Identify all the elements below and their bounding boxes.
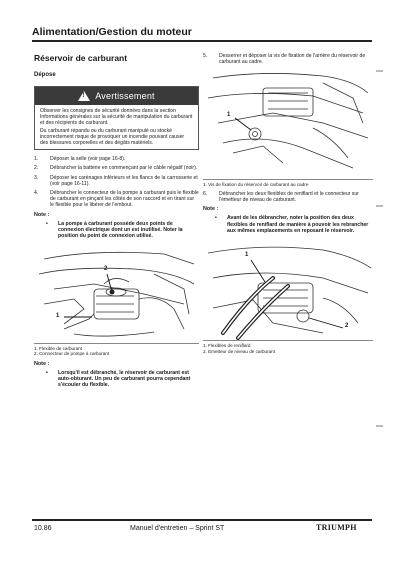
bullet-dot: • bbox=[46, 220, 48, 227]
warning-box bbox=[34, 86, 199, 150]
step-item bbox=[203, 191, 373, 203]
step-number: 3. bbox=[34, 174, 39, 181]
page-edge-mark bbox=[376, 425, 383, 427]
figure-caption bbox=[203, 182, 373, 188]
figure-caption bbox=[203, 343, 373, 354]
figure-caption bbox=[34, 346, 199, 357]
caption-line: 1. Flexible de carburant bbox=[34, 345, 83, 351]
step-item bbox=[34, 190, 199, 209]
figure-fuel-pump bbox=[34, 244, 199, 344]
note-label: Note : bbox=[203, 206, 219, 213]
warning-triangle-icon bbox=[78, 91, 90, 101]
callout-number: 2 bbox=[104, 265, 108, 272]
chapter-title: Alimentation/Gestion du moteur bbox=[32, 26, 192, 38]
note-label: Note : bbox=[34, 211, 50, 218]
step-text: Déposer la selle (voir page 16-8). bbox=[50, 156, 126, 163]
step-text: Desserrer et déposer la vis de fixation de l'arrière du réservoir de carburant au cadre. bbox=[219, 53, 366, 66]
step-text: Débrancher les deux flexibles de reniflard et le connecteur sur l'émetteur de niveau de carburant. bbox=[219, 191, 359, 204]
warning-header bbox=[35, 87, 198, 105]
step-text: Débrancher le connecteur de la pompe à carburant puis le flexible de carburant en pinçant les côtés de son raccord et en tirant sur le flexible pour le libérer de l'embout. bbox=[50, 190, 199, 209]
right-column bbox=[203, 53, 373, 354]
caption-line: 2. Emetteur de niveau de carburant bbox=[203, 348, 276, 354]
callout-number: 1 bbox=[245, 252, 249, 259]
page-edge-mark bbox=[376, 205, 383, 207]
step-number: 2. bbox=[34, 165, 39, 172]
step-number: 1. bbox=[34, 156, 39, 163]
step-item bbox=[34, 175, 199, 187]
caption-line: 1. Flexibles de reniflard bbox=[203, 343, 251, 349]
step-item bbox=[34, 165, 199, 171]
footer-divider bbox=[32, 519, 372, 521]
note-bullet bbox=[34, 221, 199, 240]
manual-title: Manuel d'entretien – Sprint ST bbox=[130, 525, 225, 532]
step-text: Déposer les carénages inférieurs et les flancs de la carrosserie et (voir page 16-11). bbox=[50, 174, 198, 187]
subheading-removal: Dépose bbox=[34, 72, 56, 78]
note-text: Lorsqu'il est débranché, le réservoir de carburant est auto-obturant. Un peu de carburant pourra cependant s'écouler du flexible. bbox=[58, 369, 191, 389]
frame-bolt-illustration bbox=[203, 68, 373, 180]
bullet-dot: • bbox=[46, 369, 48, 376]
warning-paragraph: Du carburant répandu ou du carburant manipulé ou stocké incorrectement risque de provoquer un incendie pouvant causer des blessures corporelles et des dégâts matériels. bbox=[40, 127, 185, 147]
bullet-dot: • bbox=[215, 215, 217, 222]
steps-list bbox=[34, 156, 199, 208]
step-number: 6. bbox=[203, 191, 208, 197]
header-divider bbox=[32, 40, 372, 42]
note-label: Note : bbox=[34, 360, 50, 367]
callout-number: 1 bbox=[56, 312, 60, 319]
note-bullet bbox=[203, 215, 373, 234]
step-text: Débrancher la batterie en commençant par le câble négatif (noir). bbox=[50, 165, 198, 172]
warning-body bbox=[35, 105, 198, 149]
page-number: 10.86 bbox=[34, 525, 52, 532]
caption-line: 2. Connecteur de pompe à carburant bbox=[34, 351, 110, 357]
warning-label: Avertissement bbox=[95, 91, 155, 101]
step-item bbox=[203, 53, 373, 65]
step-number: 5. bbox=[203, 53, 208, 59]
figure-frame-bolt bbox=[203, 68, 373, 180]
page-edge-mark bbox=[376, 70, 383, 72]
steps-list bbox=[203, 53, 373, 65]
fuel-pump-illustration bbox=[34, 244, 199, 344]
step-number: 4. bbox=[34, 190, 39, 197]
callout-number: 2 bbox=[345, 323, 349, 330]
section-title: Réservoir de carburant bbox=[34, 53, 128, 63]
step-item bbox=[34, 156, 199, 162]
brand-logo: TRIUMPH bbox=[316, 523, 357, 532]
steps-list bbox=[203, 191, 373, 203]
callout-number: 1 bbox=[227, 112, 231, 119]
note-text: La pompe à carburant possède deux points de connexion électrique dont un est inutilisé. Noter la position du point de connexion utilisé. bbox=[58, 220, 183, 240]
figure-breather-hoses bbox=[203, 238, 373, 341]
left-column bbox=[34, 53, 199, 393]
note-bullet bbox=[34, 370, 199, 389]
caption-line: 1. Vis de fixation du réservoir de carburant au cadre bbox=[203, 182, 309, 188]
note-text: Avant de les débrancher, noter la position des deux flexibles de reniflard de manière à pouvoir les rebrancher aux mêmes emplacements en reposant le réservoir. bbox=[227, 215, 369, 234]
warning-paragraph: Observer les consignes de sécurité données dans la section Informations générales sur la sécurité de manipulation du carburant et des récipients de carburant. bbox=[40, 108, 193, 127]
